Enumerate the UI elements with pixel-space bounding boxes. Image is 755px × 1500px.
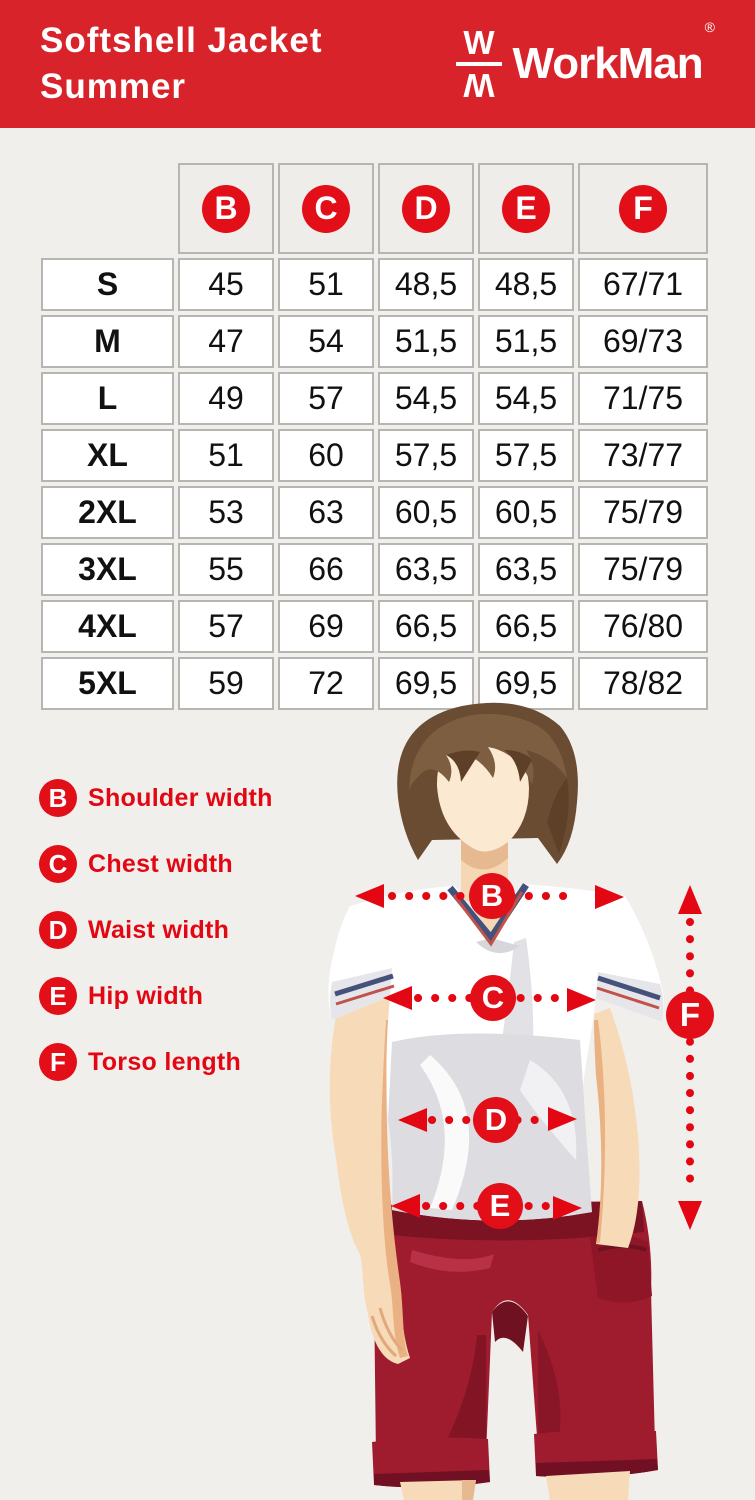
legend-label: Torso length: [88, 1047, 242, 1076]
column-header-C: [278, 163, 374, 254]
table-cell: 48,5: [478, 258, 574, 311]
table-cell: 60: [278, 429, 374, 482]
legend-item-torso: [39, 1043, 273, 1081]
legend-badge-B: B: [39, 779, 77, 817]
legend-badge-D: D: [39, 911, 77, 949]
size-row-label: M: [41, 315, 174, 368]
figure-badge-B: B: [469, 873, 515, 919]
table-cell: 57,5: [478, 429, 574, 482]
header-banner: [0, 0, 755, 128]
table-cell: 51,5: [478, 315, 574, 368]
table-cell: 54,5: [478, 372, 574, 425]
legend-label: Hip width: [88, 981, 204, 1010]
measurement-legend: [39, 779, 273, 1081]
legend-badge-F: F: [39, 1043, 77, 1081]
table-cell: 53: [178, 486, 274, 539]
table-cell: 51: [278, 258, 374, 311]
table-cell: 54,5: [378, 372, 474, 425]
table-cell: 73/77: [578, 429, 708, 482]
table-cell: 78/82: [578, 657, 708, 710]
table-cell: 60,5: [478, 486, 574, 539]
table-cell: 57: [178, 600, 274, 653]
table-cell: 71/75: [578, 372, 708, 425]
registered-trademark: ®: [704, 19, 715, 35]
legend-item-hip: [39, 977, 273, 1015]
size-row-label: S: [41, 258, 174, 311]
size-row-label: 5XL: [41, 657, 174, 710]
table-cell: 59: [178, 657, 274, 710]
brand-logo: [456, 19, 715, 104]
table-cell: 66: [278, 543, 374, 596]
table-cell: 76/80: [578, 600, 708, 653]
legend-label: Shoulder width: [88, 783, 273, 812]
column-header-D: [378, 163, 474, 254]
table-cell: 51,5: [378, 315, 474, 368]
table-cell: 63: [278, 486, 374, 539]
legend-item-waist: [39, 911, 273, 949]
table-cell: 48,5: [378, 258, 474, 311]
table-cell: 45: [178, 258, 274, 311]
table-cell: 75/79: [578, 486, 708, 539]
table-cell: 57,5: [378, 429, 474, 482]
table-cell: 51: [178, 429, 274, 482]
table-cell: 54: [278, 315, 374, 368]
column-badge-B: B: [202, 185, 250, 233]
table-corner-cell: [41, 163, 174, 254]
size-row-label: XL: [41, 429, 174, 482]
table-cell: 69/73: [578, 315, 708, 368]
logo-letter-m: W: [463, 67, 496, 104]
table-cell: 63,5: [378, 543, 474, 596]
product-title: [40, 18, 323, 110]
torso-length-arrow-F: [678, 885, 702, 1230]
legend-item-shoulder: [39, 779, 273, 817]
workman-logo-icon: [456, 26, 502, 102]
table-cell: 69,5: [378, 657, 474, 710]
column-badge-E: E: [502, 185, 550, 233]
table-cell: 66,5: [478, 600, 574, 653]
table-cell: 72: [278, 657, 374, 710]
size-row-label: 2XL: [41, 486, 174, 539]
legend-badge-E: E: [39, 977, 77, 1015]
right-arm: [594, 1008, 640, 1248]
column-header-F: [578, 163, 708, 254]
table-cell: 55: [178, 543, 274, 596]
table-cell: 63,5: [478, 543, 574, 596]
product-title-line2: Summer: [40, 67, 187, 106]
figure-badge-D: D: [473, 1097, 519, 1143]
figure-badge-E: E: [477, 1183, 523, 1229]
brand-wordmark: WorkMan®: [512, 19, 715, 88]
column-badge-C: C: [302, 185, 350, 233]
table-cell: 57: [278, 372, 374, 425]
size-row-label: L: [41, 372, 174, 425]
table-cell: 66,5: [378, 600, 474, 653]
legend-label: Chest width: [88, 849, 233, 878]
table-cell: 47: [178, 315, 274, 368]
logo-divider: [456, 62, 502, 66]
size-row-label: 4XL: [41, 600, 174, 653]
legend-item-chest: [39, 845, 273, 883]
table-cell: 60,5: [378, 486, 474, 539]
figure-badge-C: C: [470, 975, 516, 1021]
column-badge-F: F: [619, 185, 667, 233]
table-cell: 75/79: [578, 543, 708, 596]
logo-letter-w: W: [463, 24, 496, 61]
table-cell: 69,5: [478, 657, 574, 710]
product-title-line1: Softshell Jacket: [40, 21, 323, 60]
size-row-label: 3XL: [41, 543, 174, 596]
column-header-B: [178, 163, 274, 254]
legend-label: Waist width: [88, 915, 230, 944]
legend-badge-C: C: [39, 845, 77, 883]
male-figure-illustration: [280, 690, 755, 1500]
table-cell: 67/71: [578, 258, 708, 311]
column-header-E: [478, 163, 574, 254]
column-badge-D: D: [402, 185, 450, 233]
size-table: [41, 163, 708, 710]
figure-badge-F: F: [666, 991, 714, 1039]
table-cell: 49: [178, 372, 274, 425]
table-cell: 69: [278, 600, 374, 653]
